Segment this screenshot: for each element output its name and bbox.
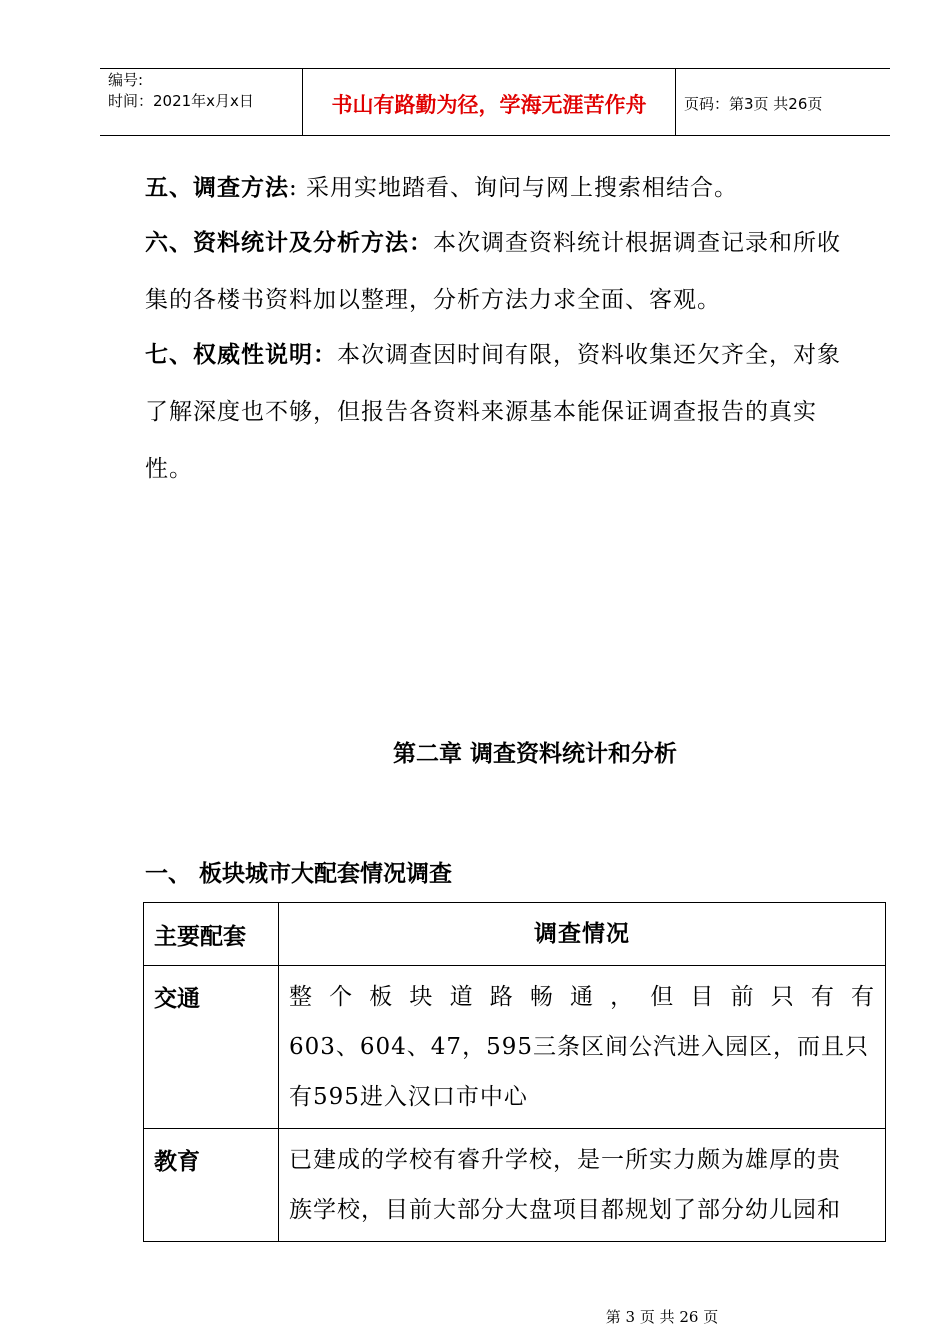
table-header-status: 调查情况 <box>279 903 886 966</box>
chapter-title: 第二章 调查资料统计和分析 <box>392 741 677 767</box>
header-date-label: 时间：2021年x月x日 <box>108 92 254 110</box>
table-cell-line: 族学校，目前大部分大盘项目都规划了部分幼儿园和 <box>289 1197 841 1223</box>
table-row <box>144 966 886 1129</box>
header-meta <box>108 70 254 112</box>
paragraph-authority-note <box>145 327 850 498</box>
paragraph-survey-method-heading: 五、调查方法 <box>145 175 289 201</box>
table-cell-status <box>279 1129 886 1242</box>
header-bottom-rule <box>100 135 890 136</box>
section-title: 一、 板块城市大配套情况调查 <box>145 861 453 887</box>
table-row <box>144 1129 886 1242</box>
header-divider-right <box>675 69 676 135</box>
table-header-row <box>144 903 886 966</box>
header-page-label: 页码：第3页 共26页 <box>684 95 823 113</box>
paragraph-survey-method <box>145 160 850 217</box>
table-cell-line: 603、604、47，595三条区间公汽进入园区，而且只 <box>289 1034 869 1060</box>
paragraph-analysis-method-heading: 六、资料统计及分析方法： <box>145 230 433 256</box>
table-cell-line: 有595进入汉口市中心 <box>289 1084 528 1110</box>
table-cell-category: 交通 <box>144 966 279 1129</box>
header-number-label: 编号: <box>108 71 144 89</box>
facilities-table <box>143 902 886 1242</box>
paragraph-authority-note-heading: 七、权威性说明： <box>145 342 337 368</box>
paragraph-survey-method-body: : 采用实地踏看、询问与网上搜索相结合。 <box>289 175 739 201</box>
page-footer: 第 3 页 共 26 页 <box>605 1308 719 1326</box>
paragraph-analysis-method <box>145 215 850 329</box>
header-motto: 书山有路勤为径，学海无涯苦作舟 <box>331 93 647 117</box>
table-header-category: 主要配套 <box>144 903 279 966</box>
paragraph-analysis-method-body: 本次调查资料统计根据调查记录和所收集的各楼书资料加以整理，分析方法力求全面、客观。 <box>145 230 841 313</box>
table-cell-line: 整个板块道路畅通，但目前只有有 <box>289 984 875 1010</box>
table-cell-line: 已建成的学校有睿升学校，是一所实力颇为雄厚的贵 <box>289 1147 841 1173</box>
table-cell-status <box>279 966 886 1129</box>
paragraph-authority-note-body: 本次调查因时间有限，资料收集还欠齐全，对象了解深度也不够，但报告各资料来源基本能保证调查报告的真实性。 <box>145 342 841 482</box>
header-top-rule <box>100 68 890 69</box>
table-cell-category: 教育 <box>144 1129 279 1242</box>
